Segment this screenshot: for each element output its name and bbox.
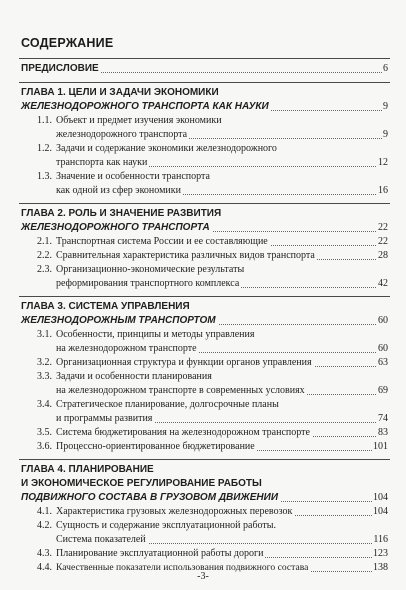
chapter-title-line1: ГЛАВА 1. ЦЕЛИ И ЗАДАЧИ ЭКОНОМИКИ	[21, 87, 219, 98]
chapter-title-line2: ЖЕЛЕЗНОДОРОЖНОГО ТРАНСПОРТА КАК НАУКИ	[21, 101, 269, 112]
page-title: СОДЕРЖАНИЕ	[21, 36, 114, 50]
section-title-cont: железнодорожного транспорта	[56, 129, 188, 140]
entry-page: 69	[378, 385, 388, 396]
section-number: 2.1.	[37, 236, 52, 247]
entry-page: 83	[378, 427, 388, 438]
section-title: Организационно-экономические результаты	[56, 264, 245, 275]
section-number: 4.3.	[37, 548, 52, 559]
section-number: 3.2.	[37, 357, 52, 368]
chapter-title-line2: ЖЕЛЕЗНОДОРОЖНЫМ ТРАНСПОРТОМ	[21, 315, 216, 326]
section-title: Задачи и особенности планирования	[56, 371, 212, 382]
toc-entry-4-2-line1[interactable]	[0, 519, 406, 533]
section-number: 3.1.	[37, 329, 52, 340]
section-number: 3.3.	[37, 371, 52, 382]
entry-page: 104	[373, 506, 388, 517]
section-title-cont: Система показателей	[56, 534, 146, 545]
toc-entry-2-3-line1[interactable]	[0, 263, 406, 277]
entry-label: ПРЕДИСЛОВИЕ	[21, 63, 99, 74]
entry-page: 138	[373, 562, 388, 573]
divider	[19, 459, 390, 460]
toc-entry-1-3-line1[interactable]	[0, 170, 406, 184]
section-number: 3.5.	[37, 427, 52, 438]
toc-entry-2-2[interactable]	[0, 249, 406, 263]
section-number: 1.1.	[37, 115, 52, 126]
chapter-title-line2: ЖЕЛЕЗНОДОРОЖНОГО ТРАНСПОРТА	[21, 222, 210, 233]
toc-entry-4-3[interactable]	[0, 547, 406, 561]
toc-entry-3-4-line1[interactable]	[0, 398, 406, 412]
section-number: 1.2.	[37, 143, 52, 154]
toc-entry-1-3[interactable]	[0, 184, 406, 198]
toc-entry-2-1[interactable]	[0, 235, 406, 249]
entry-page: 63	[378, 357, 388, 368]
chapter-heading-4	[0, 463, 406, 477]
section-title: Характеристика грузовых железнодорожных перевозок	[56, 506, 293, 517]
section-title-cont: реформирования транспортного комплекса	[56, 278, 240, 289]
entry-page: 16	[378, 185, 388, 196]
toc-entry-1-2-line1[interactable]	[0, 142, 406, 156]
section-title-cont: как одной из сфер экономики	[56, 185, 181, 196]
entry-page: 116	[373, 534, 388, 545]
section-title: Задачи и содержание экономики железнодорожного	[56, 143, 277, 154]
toc-entry-3-3-line1[interactable]	[0, 370, 406, 384]
divider	[19, 203, 390, 204]
section-title: Транспортная система России и ее составляющие	[56, 236, 268, 247]
section-number: 2.3.	[37, 264, 52, 275]
divider	[19, 82, 390, 83]
section-title: Организационная структура и функции органов управления	[56, 357, 312, 368]
entry-page: 60	[378, 343, 388, 354]
toc-entry-3-6[interactable]	[0, 440, 406, 454]
toc-entry-1-2[interactable]	[0, 156, 406, 170]
section-title-cont: и программы развития	[56, 413, 153, 424]
toc-entry-1-1[interactable]	[0, 128, 406, 142]
entry-page: 22	[378, 236, 388, 247]
toc-entry-chapter-1[interactable]	[0, 100, 406, 114]
toc-entry-2-3[interactable]	[0, 277, 406, 291]
page-number: -3-	[197, 571, 209, 582]
chapter-title-line1: ГЛАВА 4. ПЛАНИРОВАНИЕ	[21, 464, 154, 475]
toc-entry-chapter-4[interactable]	[0, 491, 406, 505]
section-title: Стратегическое планирование, долгосрочные планы	[56, 399, 279, 410]
toc-entry-3-5[interactable]	[0, 426, 406, 440]
section-title: Качественные показатели использования подвижного состава	[56, 562, 309, 573]
entry-page: 9	[383, 129, 388, 140]
section-title-cont: на железнодорожном транспорте в современных условиях	[56, 385, 305, 396]
entry-page: 9	[383, 101, 388, 112]
toc-entry-3-1[interactable]	[0, 342, 406, 356]
section-number: 4.2.	[37, 520, 52, 531]
chapter-heading-4-line2	[0, 477, 406, 491]
chapter-heading-2	[0, 207, 406, 221]
chapter-heading-1	[0, 86, 406, 100]
chapter-title-line1: ГЛАВА 2. РОЛЬ И ЗНАЧЕНИЕ РАЗВИТИЯ	[21, 208, 222, 219]
toc-entry-3-2[interactable]	[0, 356, 406, 370]
section-number: 1.3.	[37, 171, 52, 182]
divider	[19, 296, 390, 297]
section-number: 2.2.	[37, 250, 52, 261]
section-title: Сравнительная характеристика различных видов транспорта	[56, 250, 315, 261]
toc-entry-4-2[interactable]	[0, 533, 406, 547]
entry-page: 28	[378, 250, 388, 261]
entry-page: 123	[373, 548, 388, 559]
entry-page: 74	[378, 413, 388, 424]
toc-entry-1-1-line1[interactable]	[0, 114, 406, 128]
entry-page: 22	[378, 222, 388, 233]
section-number: 3.6.	[37, 441, 52, 452]
section-title: Сущность и содержание эксплуатационной работы.	[56, 520, 277, 531]
section-title: Процессно-ориентированное бюджетирование	[56, 441, 255, 452]
section-number: 3.4.	[37, 399, 52, 410]
entry-page: 101	[373, 441, 388, 452]
section-title-cont: транспорта как науки	[56, 157, 148, 168]
section-title: Система бюджетирования на железнодорожном транспорте	[56, 427, 310, 438]
entry-page: 104	[373, 492, 388, 503]
chapter-title-line1: ГЛАВА 3. СИСТЕМА УПРАВЛЕНИЯ	[21, 301, 190, 312]
toc-entry-chapter-3[interactable]	[0, 314, 406, 328]
section-title-cont: на железнодорожном транспорте	[56, 343, 197, 354]
section-title: Особенности, принципы и методы управления	[56, 329, 255, 340]
entry-page: 42	[378, 278, 388, 289]
entry-page: 60	[378, 315, 388, 326]
section-title: Объект и предмет изучения экономики	[56, 115, 222, 126]
toc-entry-3-3[interactable]	[0, 384, 406, 398]
toc-entry-preface[interactable]	[0, 62, 406, 76]
entry-page: 12	[378, 157, 388, 168]
toc-entry-3-4[interactable]	[0, 412, 406, 426]
divider	[19, 58, 390, 59]
chapter-title-line3: ПОДВИЖНОГО СОСТАВА В ГРУЗОВОМ ДВИЖЕНИИ	[21, 492, 279, 503]
section-title: Значение и особенности транспорта	[56, 171, 210, 182]
chapter-heading-3	[0, 300, 406, 314]
section-number: 4.4.	[37, 562, 52, 573]
toc-entry-chapter-2[interactable]	[0, 221, 406, 235]
entry-page: 6	[383, 63, 388, 74]
toc-entry-4-1[interactable]	[0, 505, 406, 519]
section-number: 4.1.	[37, 506, 52, 517]
toc-entry-3-1-line1[interactable]	[0, 328, 406, 342]
chapter-title-line2: И ЭКОНОМИЧЕСКОЕ РЕГУЛИРОВАНИЕ РАБОТЫ	[21, 478, 262, 489]
section-title: Планирование эксплуатационной работы дороги	[56, 548, 264, 559]
